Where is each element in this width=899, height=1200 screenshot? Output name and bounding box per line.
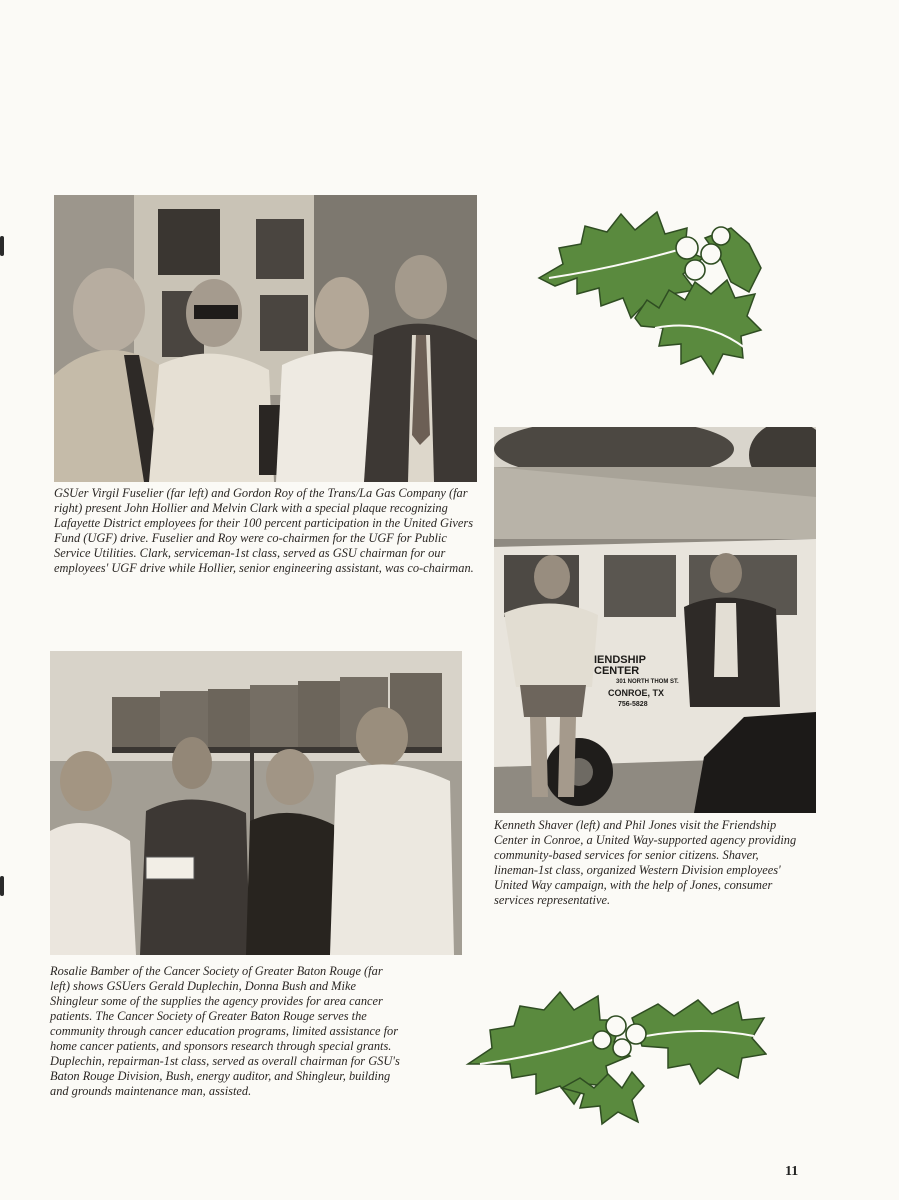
van-sign-line: 756-5828 <box>618 701 648 708</box>
ugf-plaque-photo <box>54 195 477 482</box>
friendship-center-photo <box>494 427 816 813</box>
holly-bottom <box>462 976 767 1126</box>
van-sign <box>594 655 694 710</box>
holly-top <box>535 198 765 376</box>
page-number: 11 <box>785 1164 799 1179</box>
cancer-society-caption: Rosalie Bamber of the Cancer Society of Greater Baton Rouge (far left) shows GSUers Gerald Duplechin, Donna Bush and Mike Shingleur some of the supplies the agency provides for area cancer patients. The Cancer Society of Greater Baton Rouge serves the community through cancer education programs, limited assistance for home cancer patients, and sponsors research through special grants. Duplechin, repairman-1st class, served as overall chairman for GSU's Baton Rouge Division, Bush, energy auditor, and Shingleur, building and grounds maintenance man, assisted. <box>50 964 400 1098</box>
van-sign-line: 301 NORTH THOM ST. <box>616 679 679 685</box>
cancer-society-photo <box>50 651 462 955</box>
holly-icon <box>462 976 767 1126</box>
van-sign-line: CONROE, TX <box>608 688 665 698</box>
holly-icon <box>535 198 765 376</box>
ugf-plaque-caption: GSUer Virgil Fuselier (far left) and Gordon Roy of the Trans/La Gas Company (far right) present John Hollier and Melvin Clark with a special plaque recognizing Lafayette District employees for their 100 percent participation in the United Givers Fund (UGF) drive. Fuselier and Roy were co-chairmen for the UGF for Public Service Utilities. Clark, serviceman-1st class, served as GSU chairman for our employees' UGF drive while Hollier, senior engineering assistant, was co-chairman. <box>54 486 474 575</box>
photo-four-people-supplies-icon <box>50 651 462 955</box>
binding-mark <box>0 876 4 896</box>
friendship-center-caption: Kenneth Shaver (left) and Phil Jones visit the Friendship Center in Conroe, a United Way-supported agency providing community-based services for senior citizens. Shaver, lineman-1st class, organized Western Division employees' United Way campaign, with the help of Jones, consumer services representative. <box>494 818 797 907</box>
binding-mark <box>0 236 4 256</box>
photo-two-men-van-icon <box>494 427 816 813</box>
van-sign-line: IENDSHIP CENTER <box>594 654 646 677</box>
photo-four-men-plaque-icon <box>54 195 477 482</box>
